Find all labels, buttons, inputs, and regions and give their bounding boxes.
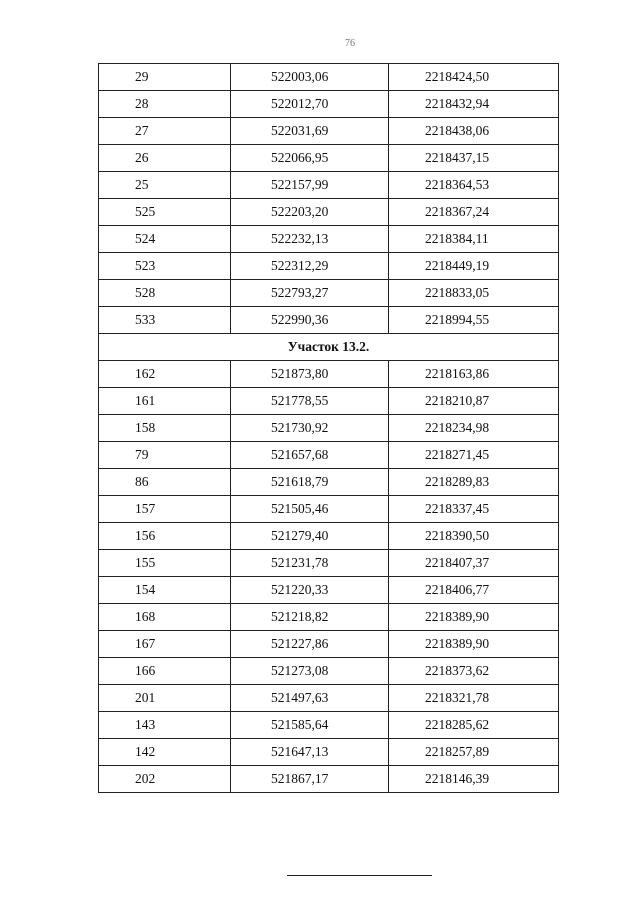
x-coordinate-cell: 521657,68 (231, 442, 389, 469)
table-row (99, 739, 559, 766)
table-row (99, 658, 559, 685)
table-row (99, 442, 559, 469)
y-coordinate-cell: 2218437,15 (389, 145, 559, 172)
coordinates-table-body (99, 64, 559, 793)
table-row (99, 91, 559, 118)
table-row (99, 496, 559, 523)
y-coordinate-cell: 2218833,05 (389, 280, 559, 307)
point-number-cell: 155 (99, 550, 231, 577)
x-coordinate-cell: 521585,64 (231, 712, 389, 739)
table-row (99, 523, 559, 550)
table-row (99, 631, 559, 658)
table-row (99, 469, 559, 496)
y-coordinate-cell: 2218289,83 (389, 469, 559, 496)
y-coordinate-cell: 2218146,39 (389, 766, 559, 793)
table-row (99, 307, 559, 334)
y-coordinate-cell: 2218234,98 (389, 415, 559, 442)
x-coordinate-cell: 521273,08 (231, 658, 389, 685)
x-coordinate-cell: 521778,55 (231, 388, 389, 415)
point-number-cell: 533 (99, 307, 231, 334)
x-coordinate-cell: 522232,13 (231, 226, 389, 253)
x-coordinate-cell: 521227,86 (231, 631, 389, 658)
point-number-cell: 161 (99, 388, 231, 415)
x-coordinate-cell: 521867,17 (231, 766, 389, 793)
y-coordinate-cell: 2218364,53 (389, 172, 559, 199)
y-coordinate-cell: 2218438,06 (389, 118, 559, 145)
section-title: Участок 13.2. (99, 334, 559, 361)
table-row (99, 145, 559, 172)
point-number-cell: 27 (99, 118, 231, 145)
table-row (99, 685, 559, 712)
y-coordinate-cell: 2218449,19 (389, 253, 559, 280)
table-row (99, 604, 559, 631)
x-coordinate-cell: 521730,92 (231, 415, 389, 442)
table-row (99, 550, 559, 577)
point-number-cell: 168 (99, 604, 231, 631)
table-row (99, 64, 559, 91)
x-coordinate-cell: 522793,27 (231, 280, 389, 307)
point-number-cell: 86 (99, 469, 231, 496)
x-coordinate-cell: 521279,40 (231, 523, 389, 550)
y-coordinate-cell: 2218210,87 (389, 388, 559, 415)
point-number-cell: 157 (99, 496, 231, 523)
point-number-cell: 25 (99, 172, 231, 199)
x-coordinate-cell: 521647,13 (231, 739, 389, 766)
y-coordinate-cell: 2218390,50 (389, 523, 559, 550)
x-coordinate-cell: 521618,79 (231, 469, 389, 496)
point-number-cell: 167 (99, 631, 231, 658)
point-number-cell: 202 (99, 766, 231, 793)
x-coordinate-cell: 522157,99 (231, 172, 389, 199)
table-row (99, 280, 559, 307)
point-number-cell: 79 (99, 442, 231, 469)
point-number-cell: 524 (99, 226, 231, 253)
x-coordinate-cell: 522990,36 (231, 307, 389, 334)
point-number-cell: 26 (99, 145, 231, 172)
point-number-cell: 29 (99, 64, 231, 91)
y-coordinate-cell: 2218406,77 (389, 577, 559, 604)
point-number-cell: 523 (99, 253, 231, 280)
y-coordinate-cell: 2218271,45 (389, 442, 559, 469)
table-row (99, 388, 559, 415)
point-number-cell: 162 (99, 361, 231, 388)
table-row (99, 253, 559, 280)
y-coordinate-cell: 2218373,62 (389, 658, 559, 685)
x-coordinate-cell: 522012,70 (231, 91, 389, 118)
point-number-cell: 158 (99, 415, 231, 442)
y-coordinate-cell: 2218389,90 (389, 631, 559, 658)
y-coordinate-cell: 2218384,11 (389, 226, 559, 253)
y-coordinate-cell: 2218321,78 (389, 685, 559, 712)
y-coordinate-cell: 2218432,94 (389, 91, 559, 118)
page-number: 76 (345, 38, 355, 49)
y-coordinate-cell: 2218337,45 (389, 496, 559, 523)
table-row (99, 199, 559, 226)
x-coordinate-cell: 521231,78 (231, 550, 389, 577)
y-coordinate-cell: 2218407,37 (389, 550, 559, 577)
table-row (99, 172, 559, 199)
table-row (99, 118, 559, 145)
x-coordinate-cell: 522031,69 (231, 118, 389, 145)
y-coordinate-cell: 2218994,55 (389, 307, 559, 334)
table-row (99, 361, 559, 388)
point-number-cell: 201 (99, 685, 231, 712)
table-row (99, 577, 559, 604)
x-coordinate-cell: 521873,80 (231, 361, 389, 388)
x-coordinate-cell: 522312,29 (231, 253, 389, 280)
table-row (99, 415, 559, 442)
footer-divider (287, 875, 432, 876)
point-number-cell: 142 (99, 739, 231, 766)
y-coordinate-cell: 2218424,50 (389, 64, 559, 91)
point-number-cell: 156 (99, 523, 231, 550)
x-coordinate-cell: 522003,06 (231, 64, 389, 91)
point-number-cell: 525 (99, 199, 231, 226)
x-coordinate-cell: 522066,95 (231, 145, 389, 172)
x-coordinate-cell: 521220,33 (231, 577, 389, 604)
point-number-cell: 528 (99, 280, 231, 307)
table-row (99, 712, 559, 739)
point-number-cell: 143 (99, 712, 231, 739)
y-coordinate-cell: 2218367,24 (389, 199, 559, 226)
coordinates-table (98, 63, 559, 793)
x-coordinate-cell: 522203,20 (231, 199, 389, 226)
x-coordinate-cell: 521505,46 (231, 496, 389, 523)
y-coordinate-cell: 2218389,90 (389, 604, 559, 631)
x-coordinate-cell: 521218,82 (231, 604, 389, 631)
table-row (99, 766, 559, 793)
y-coordinate-cell: 2218257,89 (389, 739, 559, 766)
x-coordinate-cell: 521497,63 (231, 685, 389, 712)
section-row (99, 334, 559, 361)
point-number-cell: 154 (99, 577, 231, 604)
y-coordinate-cell: 2218163,86 (389, 361, 559, 388)
point-number-cell: 28 (99, 91, 231, 118)
y-coordinate-cell: 2218285,62 (389, 712, 559, 739)
point-number-cell: 166 (99, 658, 231, 685)
table-row (99, 226, 559, 253)
